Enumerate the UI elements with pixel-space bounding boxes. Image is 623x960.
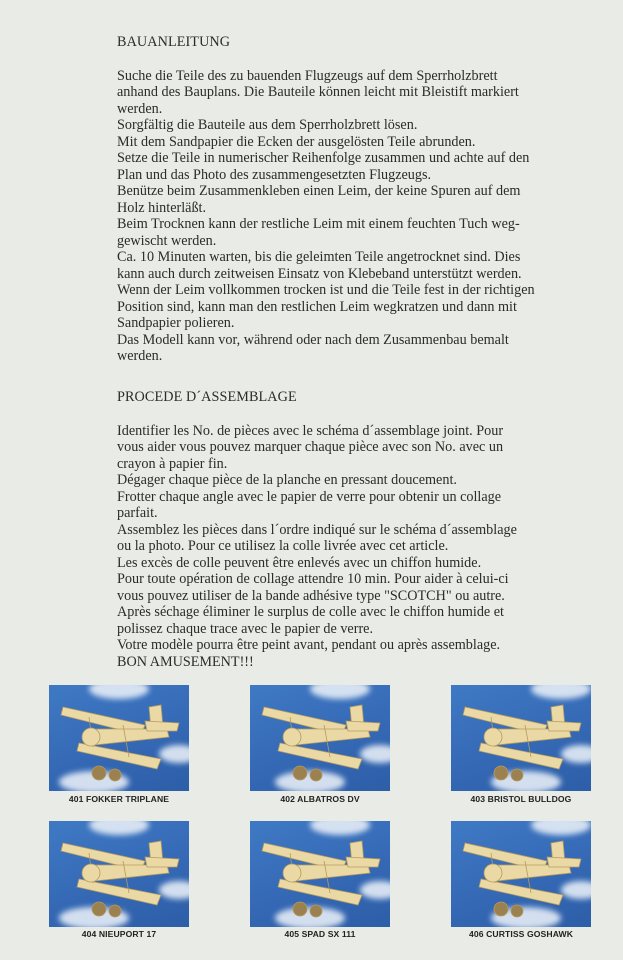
text-line: parfait. <box>117 505 158 521</box>
model-photo <box>451 685 591 791</box>
text-line: Mit dem Sandpapier die Ecken der ausgelösten Teile abrunden. <box>117 133 476 150</box>
text-line: Beim Trocknen kann der restliche Leim mit einem feuchten Tuch weg- <box>117 216 520 232</box>
french-heading: PROCEDE D´ASSEMBLAGE <box>117 389 297 405</box>
model-photo <box>49 685 189 791</box>
german-instructions <box>117 34 535 365</box>
text-line: Holz hinterläßt. <box>117 199 207 216</box>
french-instructions <box>117 389 517 670</box>
text-line: Das Modell kann vor, während oder nach dem Zusammenbau bemalt <box>117 331 509 348</box>
model-photo <box>451 821 591 927</box>
model-photo <box>250 685 390 791</box>
text-line: Suche die Teile des zu bauenden Flugzeugs auf dem Sperrholzbrett <box>117 67 498 84</box>
text-line: ou la photo. Pour ce utilisez la colle livrée avec cet article. <box>117 538 449 554</box>
model-photo <box>250 821 390 927</box>
model-caption: 404 NIEUPORT 17 <box>81 929 157 939</box>
text-line: vous pouvez utiliser de la bande adhésive type "SCOTCH" ou autre. <box>117 587 505 604</box>
text-line: crayon à papier fin. <box>117 455 228 472</box>
text-line: werden. <box>117 100 163 117</box>
text-line: anhand des Bauplans. Die Bauteile können leicht mit Bleistift markiert <box>117 84 519 100</box>
airplane-model-image <box>250 685 390 791</box>
text-line: Setze die Teile in numerischer Reihenfolge zusammen und achte auf den <box>117 150 530 166</box>
model-caption: 402 ALBATROS DV <box>280 794 360 804</box>
text-line: Wenn der Leim vollkommen trocken ist und die Teile fest in der richtigen <box>117 282 535 298</box>
airplane-model-image <box>49 821 189 927</box>
model-caption: 401 FOKKER TRIPLANE <box>68 794 170 804</box>
text-line: Position sind, kann man den restlichen Leim wegkratzen und dann mit <box>117 298 517 315</box>
german-heading: BAUANLEITUNG <box>117 34 231 50</box>
text-line: Pour toute opération de collage attendre 10 min. Pour aider à celui-ci <box>117 571 509 587</box>
airplane-model-image <box>451 821 591 927</box>
text-line: Identifier les No. de pièces avec le schéma d´assemblage joint. Pour <box>117 422 504 439</box>
text-line: gewischt werden. <box>117 232 217 249</box>
text-line: Votre modèle pourra être peint avant, pendant ou après assemblage. <box>117 637 501 653</box>
text-line: Sandpapier polieren. <box>117 315 235 331</box>
model-caption: 405 SPAD SX 111 <box>284 929 356 939</box>
text-line: Frotter chaque angle avec le papier de verre pour obtenir un collage <box>117 488 502 505</box>
text-line: Assemblez les pièces dans l´ordre indiqué sur le schéma d´assemblage <box>117 521 517 538</box>
text-line: polissez chaque trace avec le papier de verre. <box>117 620 374 637</box>
text-line: Benütze beim Zusammenkleben einen Leim, der keine Spuren auf dem <box>117 183 521 199</box>
text-line: Plan und das Photo des zusammengesetzten Flugzeugs. <box>117 166 432 183</box>
french-body <box>117 423 517 671</box>
model-caption: 406 CURTISS GOSHAWK <box>468 929 574 939</box>
text-line: Les excès de colle peuvent être enlevés avec un chiffon humide. <box>117 554 482 571</box>
text-line: kann auch durch zeitweisen Einsatz von Klebeband unterstützt werden. <box>117 265 522 282</box>
text-line: vous aider vous pouvez marquer chaque pièce avec son No. avec un <box>117 439 504 455</box>
german-body <box>117 68 535 365</box>
text-line: BON AMUSEMENT!!! <box>117 653 254 670</box>
airplane-model-image <box>49 685 189 791</box>
text-line: Sorgfältig die Bauteile aus dem Sperrholzbrett lösen. <box>117 117 418 133</box>
text-line: Dégager chaque pièce de la planche en pressant doucement. <box>117 472 457 488</box>
model-caption: 403 BRISTOL BULLDOG <box>470 794 572 804</box>
text-line: werden. <box>117 348 163 364</box>
text-line: Après séchage éliminer le surplus de colle avec le chiffon humide et <box>117 604 504 620</box>
model-photo <box>49 821 189 927</box>
airplane-model-image <box>250 821 390 927</box>
text-line: Ca. 10 Minuten warten, bis die geleimten Teile angetrocknet sind. Dies <box>117 249 521 265</box>
airplane-model-image <box>451 685 591 791</box>
